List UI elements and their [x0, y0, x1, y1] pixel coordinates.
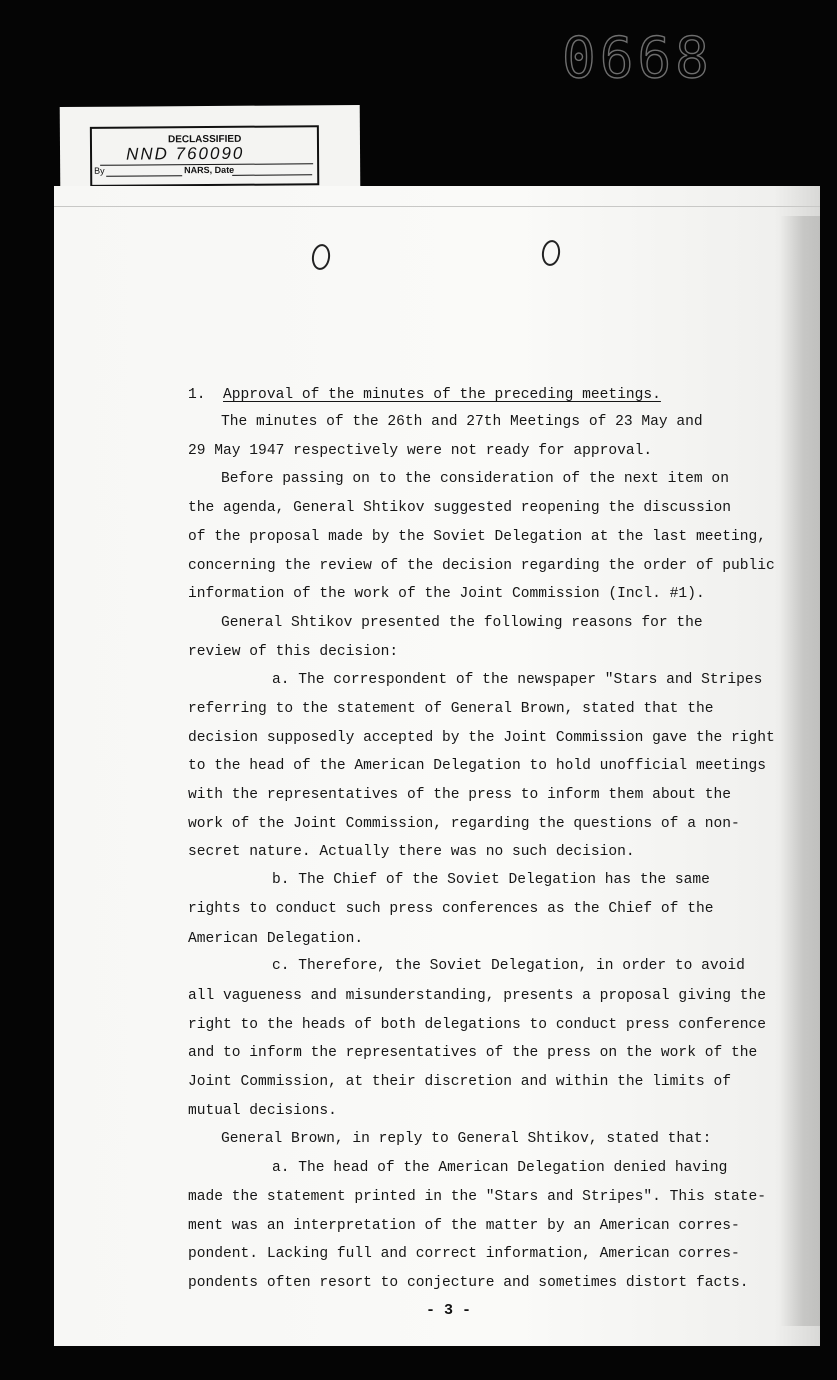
document-page	[54, 186, 820, 1346]
text-line: with the representatives of the press to inform them about the	[188, 787, 731, 803]
text-line: to the head of the American Delegation to hold unofficial meetings	[188, 758, 767, 774]
text-line: of the proposal made by the Soviet Delegation at the last meeting,	[188, 529, 767, 545]
stamp-date-line	[232, 174, 312, 176]
text-line: General Brown, in reply to General Shtikov, stated that:	[221, 1131, 712, 1147]
declassification-stamp	[60, 105, 361, 189]
text-line: referring to the statement of General Brown, stated that the	[188, 701, 714, 717]
microfilm-frame-number: 0668	[562, 26, 713, 91]
text-line: Joint Commission, at their discretion and within the limits of	[188, 1074, 731, 1090]
text-line: 29 May 1947 respectively were not ready for approval.	[188, 443, 653, 459]
text-line: pondent. Lacking full and correct information, American corres-	[188, 1246, 740, 1262]
text-line: information of the work of the Joint Commission (Incl. #1).	[188, 586, 705, 602]
stamp-nars-date-label: NARS, Date	[184, 164, 235, 176]
text-line: ment was an interpretation of the matter by an American corres-	[188, 1218, 740, 1234]
text-line: The minutes of the 26th and 27th Meetings of 23 May and	[221, 414, 703, 430]
punch-hole-left	[310, 243, 331, 271]
stamp-authority-number: NND 760090	[125, 143, 245, 164]
stamp-declassified-label: DECLASSIFIED	[167, 133, 242, 146]
text-line: work of the Joint Commission, regarding the questions of a non-	[188, 816, 740, 832]
page-shadow	[780, 216, 820, 1326]
text-line: mutual decisions.	[188, 1103, 337, 1119]
text-line: pondents often resort to conjecture and sometimes distort facts.	[188, 1275, 749, 1291]
text-line: American Delegation.	[188, 931, 364, 947]
page-top-edge	[54, 206, 820, 207]
page-number: - 3 -	[426, 1302, 472, 1319]
stamp-by-line	[106, 175, 182, 177]
text-line: the agenda, General Shtikov suggested reopening the discussion	[188, 500, 731, 516]
text-line: b. The Chief of the Soviet Delegation has the same	[272, 872, 710, 888]
text-line: decision supposedly accepted by the Joint Commission gave the right	[188, 730, 775, 746]
text-line: a. The head of the American Delegation denied having	[272, 1160, 728, 1176]
text-line: General Shtikov presented the following reasons for the	[221, 615, 703, 631]
text-line: review of this decision:	[188, 644, 399, 660]
text-line: and to inform the representatives of the press on the work of the	[188, 1045, 758, 1061]
stamp-by-label: By	[94, 165, 105, 176]
punch-hole-right	[540, 239, 561, 267]
section-number: 1.	[188, 387, 206, 403]
text-line: right to the heads of both delegations to conduct press conference	[188, 1017, 767, 1033]
text-line: rights to conduct such press conferences as the Chief of the	[188, 901, 714, 917]
text-line: concerning the review of the decision regarding the order of public	[188, 558, 775, 574]
text-line: c. Therefore, the Soviet Delegation, in order to avoid	[272, 958, 745, 974]
text-line: Before passing on to the consideration of the next item on	[221, 471, 729, 487]
stamp-box	[90, 125, 319, 187]
text-line: a. The correspondent of the newspaper "Stars and Stripes	[272, 672, 763, 688]
section-heading	[188, 381, 661, 410]
text-line: made the statement printed in the "Stars and Stripes". This state-	[188, 1189, 767, 1205]
text-line: secret nature. Actually there was no such decision.	[188, 844, 635, 860]
section-title: Approval of the minutes of the preceding meetings.	[223, 387, 661, 403]
text-line: all vagueness and misunderstanding, presents a proposal giving the	[188, 988, 767, 1004]
